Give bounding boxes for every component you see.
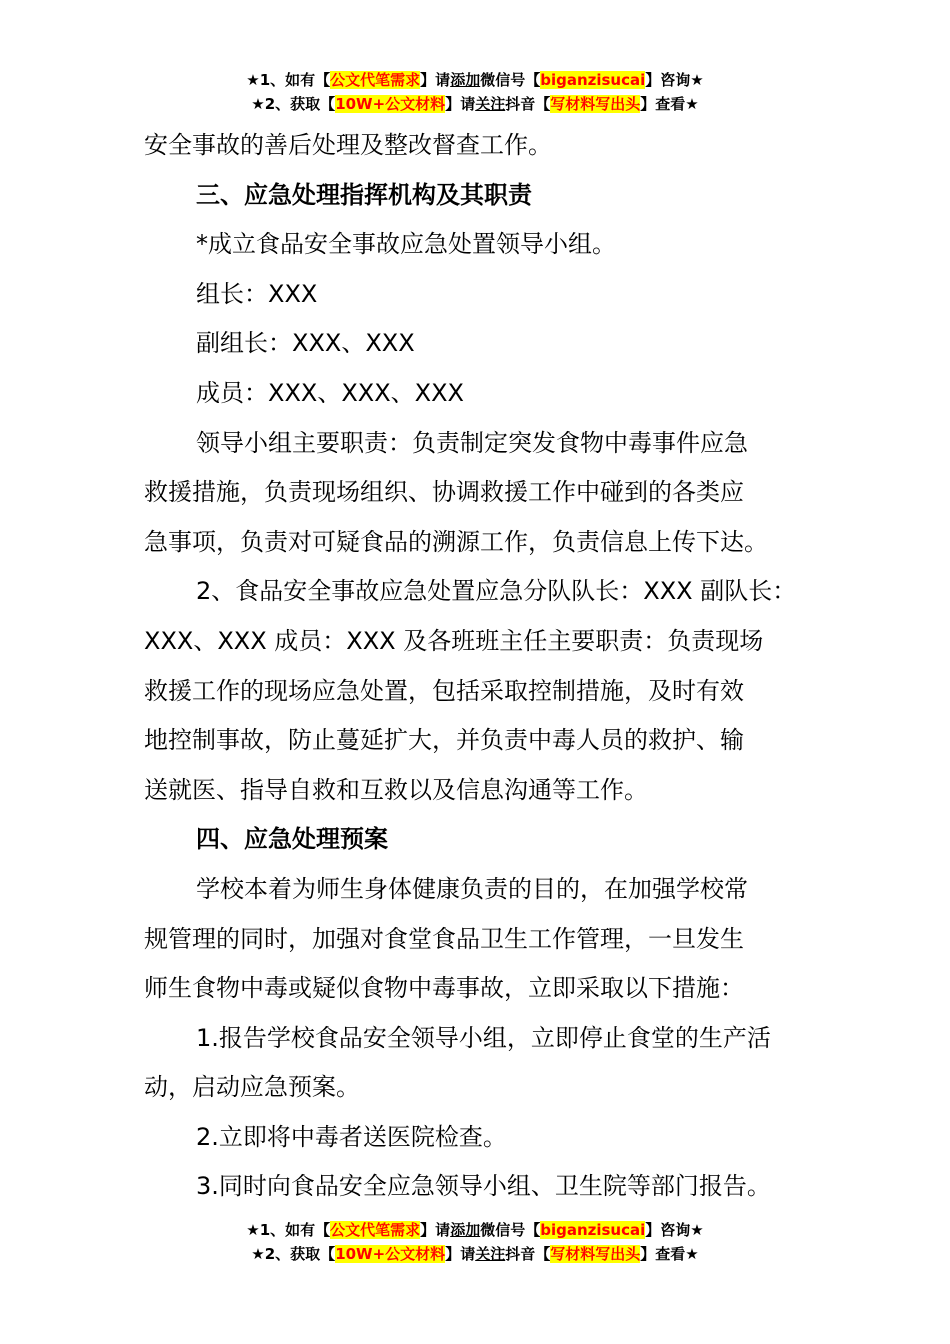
text-line: 成员：XXX、XXX、XXX (196, 378, 464, 407)
section-heading-3: 三、应急处理指挥机构及其职责 (196, 180, 532, 209)
text-line: 组长：XXX (196, 279, 318, 308)
text-line: 领导小组主要职责：负责制定突发食物中毒事件应急 (196, 428, 748, 457)
text-line: 3.同时向食品安全应急领导小组、卫生院等部门报告。 (196, 1172, 771, 1201)
text-line: 救援工作的现场应急处置，包括采取控制措施，及时有效 (144, 676, 744, 705)
document-body (144, 121, 834, 1212)
text-line: 规管理的同时，加强对食堂食品卫生工作管理，一旦发生 (144, 924, 744, 953)
header-banner (0, 68, 950, 116)
banner-line-1: ★1、如有【公文代笔需求】请添加微信号【biganzisucai】咨询★ (246, 71, 704, 89)
banner-line-1: ★1、如有【公文代笔需求】请添加微信号【biganzisucai】咨询★ (246, 1221, 704, 1239)
highlight-service: 公文代笔需求 (330, 1221, 421, 1239)
highlight-douyin: 写材料写出头 (550, 95, 641, 113)
text-line: 救援措施，负责现场组织、协调救援工作中碰到的各类应 (144, 478, 744, 507)
footer-banner (0, 1218, 950, 1266)
text-line: 安全事故的善后处理及整改督查工作。 (144, 131, 552, 159)
highlight-wechat: biganzisucai (540, 71, 646, 89)
text-line: 1.报告学校食品安全领导小组，立即停止食堂的生产活 (196, 1023, 771, 1052)
text-line: 2.立即将中毒者送医院检查。 (196, 1122, 507, 1151)
highlight-service: 公文代笔需求 (330, 71, 421, 89)
text-line: 学校本着为师生身体健康负责的目的，在加强学校常 (196, 874, 748, 903)
highlight-materials: 10W+公文材料 (335, 1245, 446, 1263)
text-line: 送就医、指导自救和互救以及信息沟通等工作。 (144, 775, 648, 804)
text-line: 副组长：XXX、XXX (196, 329, 415, 358)
text-line: 急事项，负责对可疑食品的溯源工作，负责信息上传下达。 (144, 527, 768, 556)
section-heading-4: 四、应急处理预案 (196, 825, 388, 854)
highlight-wechat: biganzisucai (540, 1221, 646, 1239)
highlight-materials: 10W+公文材料 (335, 95, 446, 113)
text-line: 2、食品安全事故应急处置应急分队队长：XXX 副队长： (196, 577, 797, 606)
banner-line-2: ★2、获取【10W+公文材料】请关注抖音【写材料写出头】查看★ (251, 95, 699, 113)
text-line: *成立食品安全事故应急处置领导小组。 (196, 230, 616, 259)
text-line: 师生食物中毒或疑似食物中毒事故，立即采取以下措施： (144, 974, 744, 1003)
text-line: XXX、XXX 成员：XXX 及各班班主任主要职责：负责现场 (144, 626, 764, 655)
highlight-douyin: 写材料写出头 (550, 1245, 641, 1263)
text-line: 地控制事故，防止蔓延扩大，并负责中毒人员的救护、输 (144, 726, 744, 755)
text-line: 动，启动应急预案。 (144, 1073, 360, 1102)
banner-line-2: ★2、获取【10W+公文材料】请关注抖音【写材料写出头】查看★ (251, 1245, 699, 1263)
